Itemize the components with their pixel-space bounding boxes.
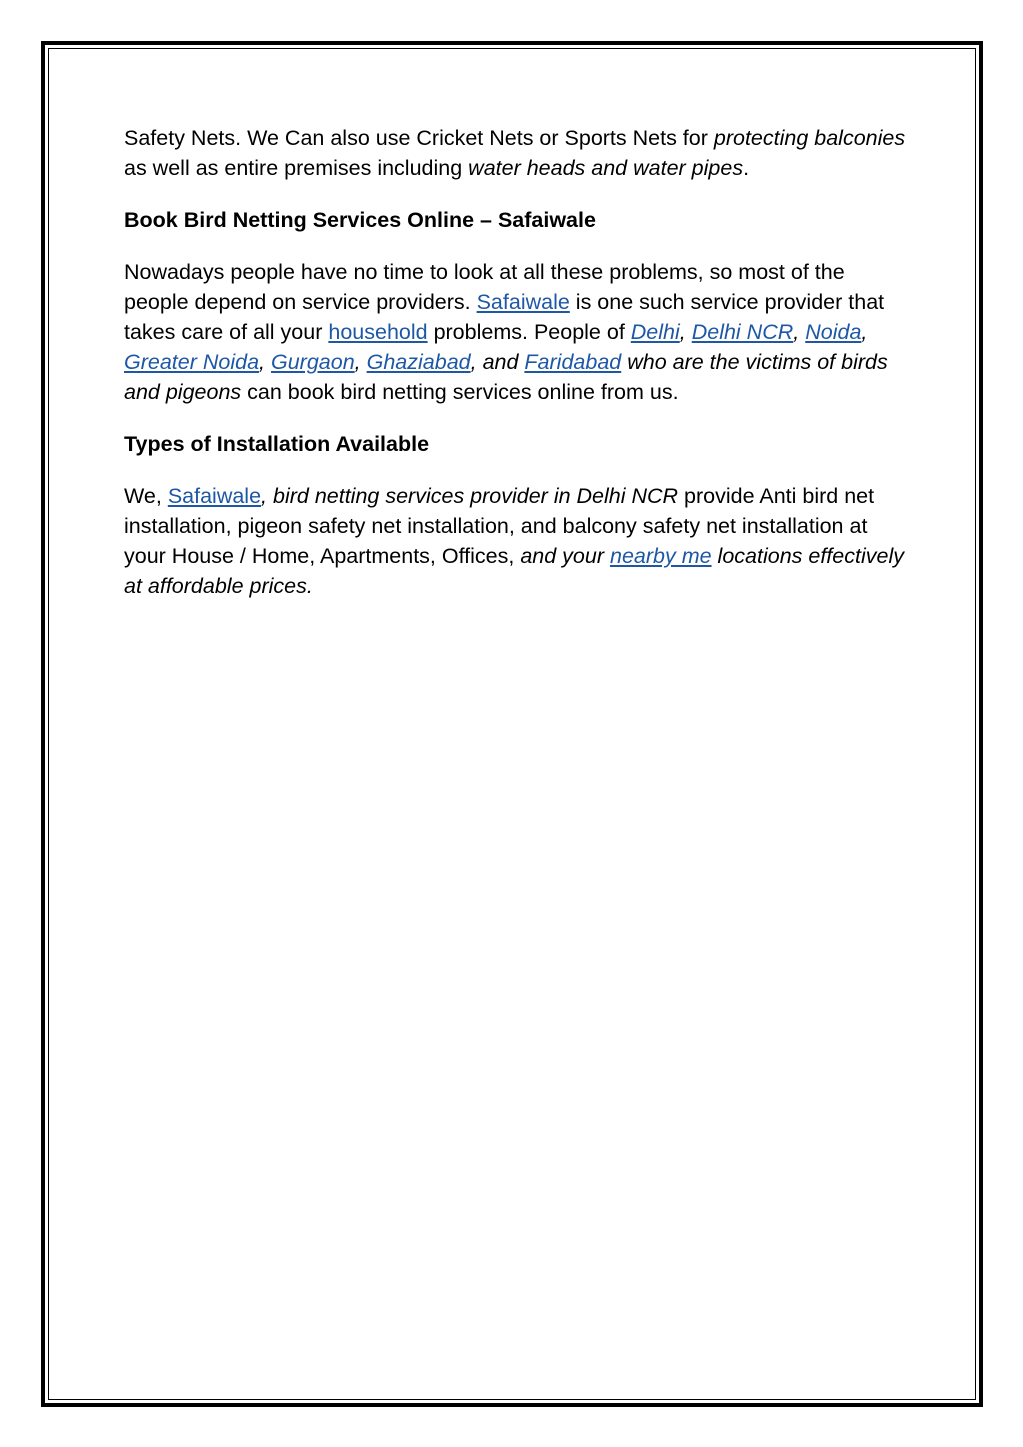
link-household[interactable]: household xyxy=(328,320,428,344)
text: . xyxy=(743,156,750,180)
italic-text: who are the victims of birds and pigeons xyxy=(124,350,888,404)
separator: , xyxy=(861,320,868,344)
heading-book-bird-netting: Book Bird Netting Services Online – Safaiwale xyxy=(124,208,596,232)
text: problems. People of xyxy=(427,320,631,344)
link-greater-noida[interactable]: Greater Noida xyxy=(124,350,260,374)
paragraph-safety-nets xyxy=(124,123,914,183)
link-faridabad[interactable]: Faridabad xyxy=(524,350,622,374)
paragraph-installation-types xyxy=(124,481,914,601)
italic-text: protecting balconies xyxy=(713,126,906,150)
text: as well as entire premises including xyxy=(124,156,469,180)
italic-text: and your xyxy=(520,544,610,568)
italic-text: water heads and water pipes xyxy=(468,156,744,180)
separator: , xyxy=(793,320,806,344)
link-gurgaon[interactable]: Gurgaon xyxy=(271,350,355,374)
separator: , xyxy=(259,350,271,374)
link-nearby-me[interactable]: nearby me xyxy=(609,544,712,568)
link-ghaziabad[interactable]: Ghaziabad xyxy=(366,350,471,374)
text: provide Anti bird net installation, pigeon safety net installation, and balcony safety net installation at your House / Home, Apartments, Offices, xyxy=(124,484,875,568)
paragraph-service-providers xyxy=(124,257,914,407)
heading-types-of-installation: Types of Installation Available xyxy=(124,432,430,456)
text: Safety Nets. We Can also use Cricket Nets or Sports Nets for xyxy=(124,126,714,150)
separator: , and xyxy=(470,350,525,374)
text: We, xyxy=(124,484,168,508)
document-body xyxy=(124,123,914,623)
link-safaiwale[interactable]: Safaiwale xyxy=(476,290,570,314)
text: can book bird netting services online from us. xyxy=(241,380,679,404)
italic-text: , bird netting services provider in Delhi NCR xyxy=(261,484,679,508)
link-noida[interactable]: Noida xyxy=(805,320,862,344)
separator: , xyxy=(679,320,692,344)
separator: , xyxy=(354,350,367,374)
link-delhi[interactable]: Delhi xyxy=(630,320,680,344)
text: Nowadays people have no time to look at all these problems, so most of the people depend on service providers. xyxy=(124,260,845,314)
italic-text: locations effectively at affordable prices. xyxy=(124,544,904,598)
link-delhi-ncr[interactable]: Delhi NCR xyxy=(691,320,794,344)
text: is one such service provider that takes care of all your xyxy=(124,290,885,344)
link-safaiwale-2[interactable]: Safaiwale xyxy=(167,484,262,508)
